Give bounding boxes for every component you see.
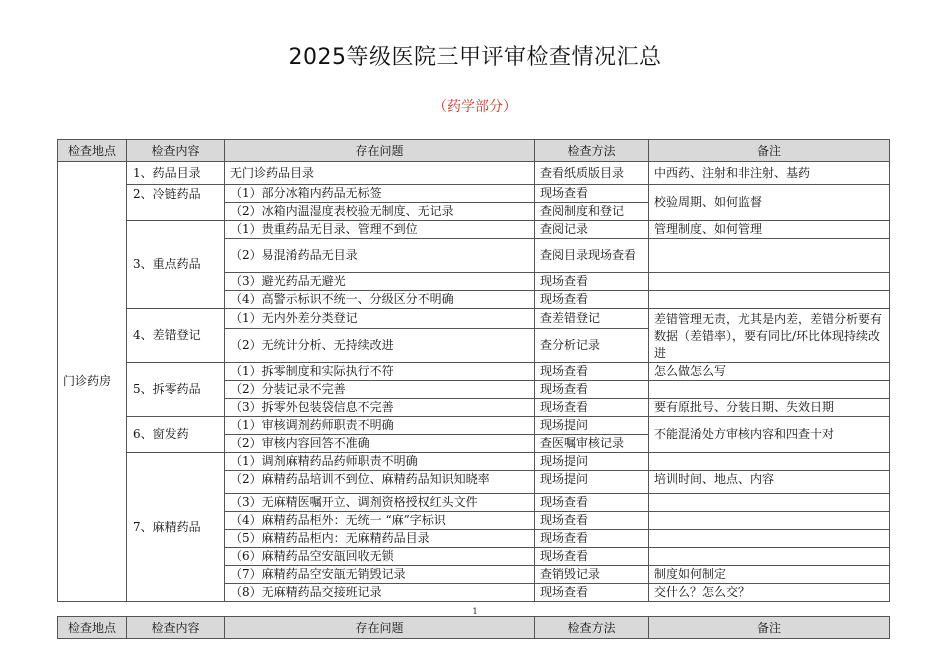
- note-cell: 要有原批号、分装日期、失效日期: [649, 399, 890, 417]
- method-cell: 现场查看: [535, 530, 649, 548]
- table-row: [58, 417, 890, 435]
- group-cell: 4、差错登记: [127, 309, 225, 363]
- group-cell: 5、拆零药品: [127, 363, 225, 417]
- problem-cell: （4）麻精药品柜外：无统一 “麻”字标识: [225, 512, 535, 530]
- method-cell: 现场查看: [535, 291, 649, 309]
- header-location: 检查地点: [58, 617, 127, 639]
- method-cell: 查阅目录现场查看: [535, 239, 649, 273]
- method-cell: 现场查看: [535, 363, 649, 381]
- note-cell: 不能混淆处方审核内容和四查十对: [649, 417, 890, 453]
- header-problem: 存在问题: [225, 140, 535, 162]
- problem-cell: 无门诊药品目录: [225, 162, 535, 185]
- problem-cell: （2）冰箱内温湿度表校验无制度、无记录: [225, 203, 535, 221]
- method-cell: 现场查看: [535, 584, 649, 602]
- method-cell: 查差错登记: [535, 309, 649, 329]
- note-cell: [649, 453, 890, 471]
- header-notes: 备注: [649, 140, 890, 162]
- note-cell: 中西药、注射和非注射、基药: [649, 162, 890, 185]
- problem-cell: （8）无麻精药品交接班记录: [225, 584, 535, 602]
- method-cell: 查分析记录: [535, 329, 649, 363]
- table-row: [58, 185, 890, 203]
- table-row: [58, 363, 890, 381]
- problem-cell: （1）审核调剂药师职责不明确: [225, 417, 535, 435]
- problem-cell: （7）麻精药品空安瓿无销毁记录: [225, 566, 535, 584]
- problem-cell: （2）分装记录不完善: [225, 381, 535, 399]
- note-cell: [649, 291, 890, 309]
- group-cell: 3、重点药品: [127, 221, 225, 309]
- note-cell: 交什么？怎么交？: [649, 584, 890, 602]
- inspection-table: [57, 139, 890, 602]
- note-cell: [649, 494, 890, 512]
- problem-cell: （3）避光药品无避光: [225, 273, 535, 291]
- group-cell: 1、药品目录: [127, 162, 225, 185]
- document-title: 2025等级医院三甲评审检查情况汇总: [288, 45, 662, 70]
- table-row: [58, 221, 890, 239]
- method-cell: 现场提问: [535, 471, 649, 494]
- note-cell: [649, 273, 890, 291]
- method-cell: 查销毁记录: [535, 566, 649, 584]
- table-row: [58, 453, 890, 471]
- method-cell: 现场查看: [535, 381, 649, 399]
- header-location: 检查地点: [58, 140, 127, 162]
- group-cell: 6、窗发药: [127, 417, 225, 453]
- note-cell: 校验周期、如何监督: [649, 185, 890, 221]
- problem-cell: （6）麻精药品空安瓿回收无锁: [225, 548, 535, 566]
- group-cell: 7、麻精药品: [127, 453, 225, 602]
- method-cell: 查看纸质版目录: [535, 162, 649, 185]
- table-row: [58, 162, 890, 185]
- problem-cell: （2）无统计分析、无持续改进: [225, 329, 535, 363]
- note-cell: 制度如何制定: [649, 566, 890, 584]
- problem-cell: （5）麻精药品柜内：无麻精药品目录: [225, 530, 535, 548]
- method-cell: 现场提问: [535, 417, 649, 435]
- method-cell: 现场查看: [535, 512, 649, 530]
- header-content: 检查内容: [127, 140, 225, 162]
- note-cell: 培训时间、地点、内容: [649, 471, 890, 494]
- note-cell: [649, 512, 890, 530]
- note-cell: [649, 530, 890, 548]
- method-cell: 现场查看: [535, 273, 649, 291]
- method-cell: 现场提问: [535, 453, 649, 471]
- header-method: 检查方法: [535, 140, 649, 162]
- problem-cell: （1）部分冰箱内药品无标签: [225, 185, 535, 203]
- problem-cell: （2）易混淆药品无目录: [225, 239, 535, 273]
- method-cell: 现场查看: [535, 399, 649, 417]
- note-cell: [649, 381, 890, 399]
- header-content: 检查内容: [127, 617, 225, 639]
- method-cell: 现场查看: [535, 185, 649, 203]
- location-cell: 门诊药房: [58, 162, 127, 602]
- problem-cell: （2）审核内容回答不准确: [225, 435, 535, 453]
- page-number: 1: [472, 607, 478, 616]
- problem-cell: （3）拆零外包装袋信息不完善: [225, 399, 535, 417]
- method-cell: 查阅制度和登记: [535, 203, 649, 221]
- group-cell: 2、冷链药品: [127, 185, 225, 221]
- problem-cell: （2）麻精药品培训不到位、麻精药品知识知晓率: [225, 471, 535, 494]
- table-header-row: [58, 617, 890, 639]
- problem-cell: （1）拆零制度和实际执行不符: [225, 363, 535, 381]
- note-cell: [649, 239, 890, 273]
- method-cell: 现场查看: [535, 494, 649, 512]
- problem-cell: （1）调剂麻精药品药师职责不明确: [225, 453, 535, 471]
- note-cell: 差错管理无责，尤其是内差，差错分析要有数据（差错率），要有同比/环比体现持续改进: [649, 309, 890, 363]
- table-header-row: [58, 140, 890, 162]
- problem-cell: （4）高警示标识不统一、分级区分不明确: [225, 291, 535, 309]
- note-cell: 怎么做怎么写: [649, 363, 890, 381]
- note-cell: 管理制度、如何管理: [649, 221, 890, 239]
- header-method: 检查方法: [535, 617, 649, 639]
- header-notes: 备注: [649, 617, 890, 639]
- method-cell: 现场查看: [535, 548, 649, 566]
- document-subtitle: （药学部分）: [433, 99, 517, 115]
- method-cell: 查阅记录: [535, 221, 649, 239]
- header-problem: 存在问题: [225, 617, 535, 639]
- note-cell: [649, 548, 890, 566]
- method-cell: 查医嘱审核记录: [535, 435, 649, 453]
- table-row: [58, 309, 890, 329]
- problem-cell: （1）贵重药品无目录、管理不到位: [225, 221, 535, 239]
- problem-cell: （1）无内外差分类登记: [225, 309, 535, 329]
- problem-cell: （3）无麻精医嘱开立、调剂资格授权红头文件: [225, 494, 535, 512]
- next-page-table-header: [57, 616, 890, 639]
